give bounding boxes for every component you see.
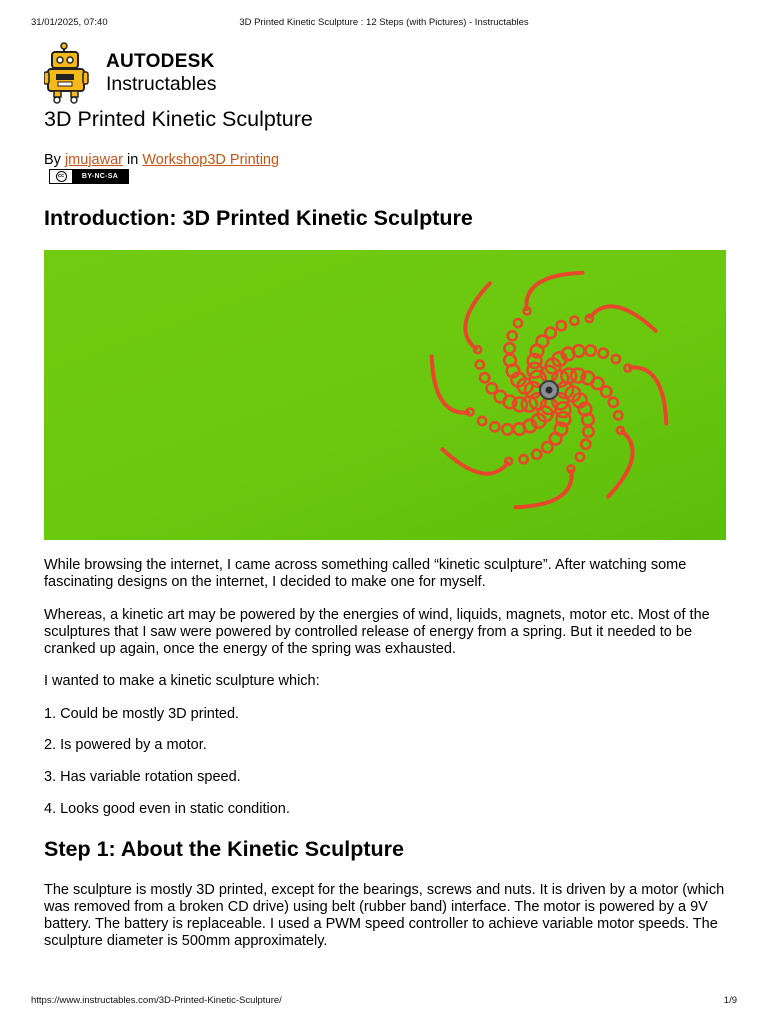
- sculpture-tentacle: [432, 356, 468, 412]
- center-bearing-hole: [546, 387, 553, 394]
- byline-in: in: [127, 152, 139, 168]
- intro-heading: Introduction: 3D Printed Kinetic Sculpture: [44, 206, 473, 230]
- license-terms: BY-NC-SA: [72, 170, 128, 183]
- sculpture-ring: [487, 383, 497, 393]
- sculpture-ring: [514, 319, 522, 327]
- license-badge[interactable]: [49, 169, 129, 184]
- sculpture-ring: [502, 424, 512, 434]
- sculpture-tentacle: [590, 306, 655, 330]
- sculpture-tentacle: [526, 273, 582, 309]
- step1-paragraph: The sculpture is mostly 3D printed, except for the bearings, screws and nuts. It is driven by a motor (which was removed from a broken CD drive) using belt (rubber band) interface. The motor is powered by a 9V battery. The battery is replaceable. I used a PWM speed controller to achieve variable motor speeds. The sculpture diameter is 500mm approximately.: [44, 882, 725, 949]
- list-item-2: 2. Is powered by a motor.: [44, 737, 207, 753]
- sculpture-ring: [609, 398, 618, 407]
- print-header: [0, 17, 768, 29]
- print-page-title: 3D Printed Kinetic Sculpture : 12 Steps (with Pictures) - Instructables: [239, 17, 529, 28]
- sculpture-ring: [570, 317, 578, 325]
- sculpture-ring: [601, 386, 611, 396]
- sculpture-ring: [476, 361, 484, 369]
- sculpture-ring: [583, 426, 593, 436]
- sculpture-ring: [508, 331, 517, 340]
- instructables-logo[interactable]: [44, 42, 244, 104]
- sculpture-ring: [520, 455, 528, 463]
- paragraph-1: While browsing the internet, I came across something called “kinetic sculpture”. After watching some fascinating designs on the internet, I decided to make one for myself.: [44, 557, 687, 590]
- step1-heading: Step 1: About the Kinetic Sculpture: [44, 837, 404, 861]
- sculpture-tentacle: [515, 471, 571, 507]
- sculpture-group: [432, 273, 667, 508]
- sculpture-ring: [599, 349, 608, 358]
- list-item-1: 1. Could be mostly 3D printed.: [44, 706, 240, 722]
- robot-mascot-icon: [44, 42, 96, 104]
- page-title: 3D Printed Kinetic Sculpture: [44, 107, 313, 131]
- sculpture-ring: [612, 355, 620, 363]
- list-item-4: 4. Looks good even in static condition.: [44, 801, 290, 817]
- sculpture-ring: [581, 440, 590, 449]
- sculpture-ring: [490, 422, 499, 431]
- print-url: https://www.instructables.com/3D-Printed-Kinetic-Sculpture/: [31, 995, 282, 1006]
- list-item-3: 3. Has variable rotation speed.: [44, 769, 241, 785]
- paragraph-3: I wanted to make a kinetic sculpture which:: [44, 673, 320, 689]
- sculpture-ring: [478, 417, 486, 425]
- sculpture-ring: [614, 411, 622, 419]
- sculpture-tentacle: [630, 367, 666, 423]
- sculpture-ring: [585, 345, 595, 355]
- sculpture-ring: [504, 343, 514, 353]
- kinetic-sculpture-illustration: [44, 250, 726, 540]
- byline: [44, 151, 279, 169]
- sculpture-ring: [480, 373, 489, 382]
- author-link[interactable]: jmujawar: [64, 152, 123, 168]
- byline-by: By: [44, 152, 61, 168]
- sculpture-ring: [557, 321, 566, 330]
- sculpture-ring: [545, 328, 555, 338]
- sculpture-tentacle: [608, 431, 632, 496]
- cc-logo-icon: cc: [50, 170, 72, 183]
- sculpture-ring: [576, 453, 584, 461]
- logo-product-text: Instructables: [106, 73, 217, 95]
- page-number: 1/9: [723, 995, 737, 1006]
- category-link[interactable]: Workshop3D Printing: [142, 152, 280, 168]
- logo-brand-text: AUTODESK: [106, 51, 215, 72]
- sculpture-tentacle: [442, 449, 507, 473]
- sculpture-tentacle: [465, 283, 489, 348]
- print-datetime: 31/01/2025, 07:40: [31, 17, 108, 28]
- hero-image: [44, 250, 726, 540]
- sculpture-ring: [532, 450, 541, 459]
- sculpture-ring: [542, 442, 552, 452]
- paragraph-2: Whereas, a kinetic art may be powered by the energies of wind, liquids, magnets, motor etc. Most of the sculptures that I saw were powered by controlled release of energy from a spring. But it needed to be cranked up again, once the energy of the spring was exhausted.: [44, 607, 710, 657]
